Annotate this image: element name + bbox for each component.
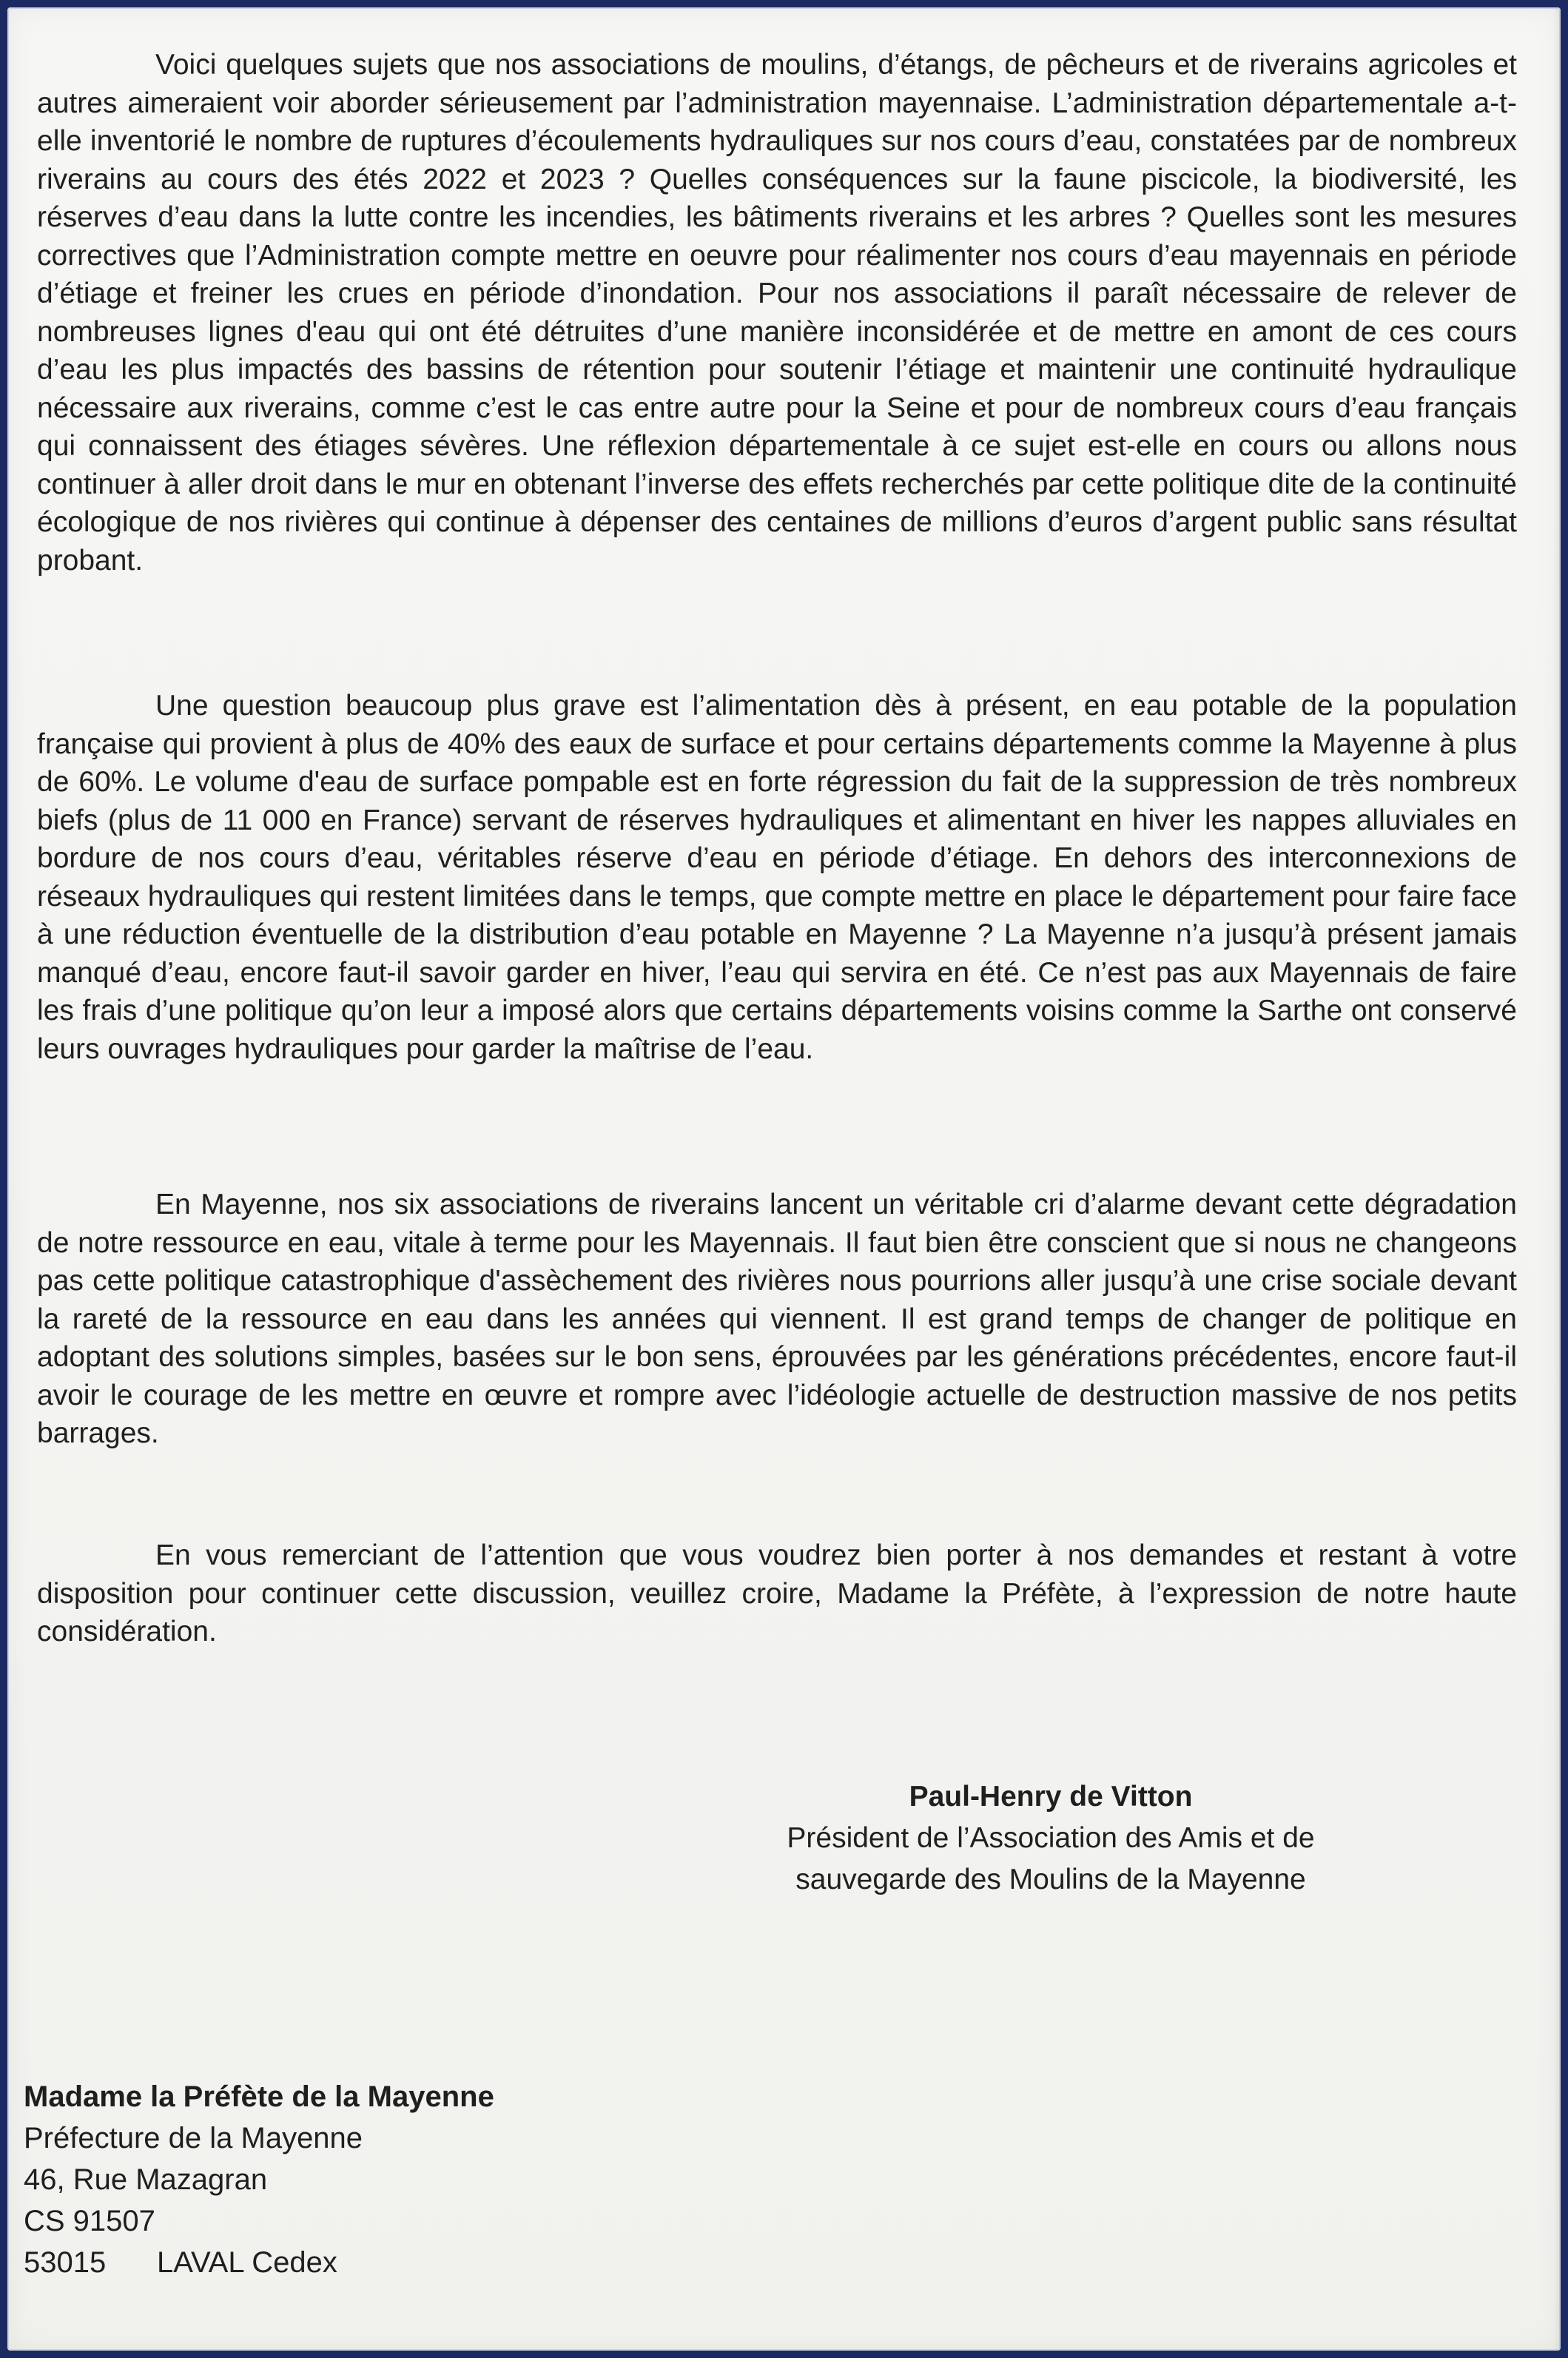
- addressee-postal-line: [24, 2242, 494, 2283]
- addressee-recipient: Madame la Préfète de la Mayenne: [24, 2080, 494, 2113]
- letter-paragraph-2: [37, 687, 1517, 1068]
- paragraph-text: Voici quelques sujets que nos associations de moulins, d’étangs, de pêcheurs et de riverains agricoles et autres aimeraient voir aborder sérieusement par l’administration mayennaise. L’administration départementale a-t-elle inventorié le nombre de ruptures d’écoulements hydrauliques sur nos cours d’eau, constatées par de nombreux riverains au cours des étés 2022 et 2023 ? Quelles conséquences sur la faune piscicole, la biodiversité, les réserves d’eau dans la lutte contre les incendies, les bâtiments riverains et les arbres ? Quelles sont les mesures correctives que l’Administration compte mettre en oeuvre pour réalimenter nos cours d’eau mayennais en période d’étiage et freiner les crues en période d’inondation. Pour nos associations il paraît nécessaire de relever de nombreuses lignes d'eau qui ont été détruites d’une manière inconsidérée et de mettre en amont de ces cours d’eau les plus impactés des bassins de rétention pour soutenir l’étiage et maintenir une continuité hydraulique nécessaire aux riverains, comme c’est le cas entre autre pour la Seine et pour de nombreux cours d’eau français qui connaissent des étiages sévères. Une réflexion départementale à ce sujet est-elle en cours ou allons nous continuer à aller droit dans le mur en obtenant l’inverse des effets recherchés par cette politique dite de la continuité écologique de nos rivières qui continue à dépenser des centaines de millions d’euros d’argent public sans résultat probant.: [37, 49, 1517, 577]
- signatory-title-line-2: sauvegarde des Moulins de la Mayenne: [795, 1864, 1306, 1895]
- addressee-line-1: Préfecture de la Mayenne: [24, 2122, 363, 2154]
- signatory-title-line-1: Président de l’Association des Amis et de: [787, 1822, 1315, 1854]
- addressee-block: [24, 2076, 494, 2283]
- paragraph-text: En Mayenne, nos six associations de riverains lancent un véritable cri d’alarme devant cette dégradation de notre ressource en eau, vitale à terme pour les Mayennais. Il faut bien être conscient que si nous ne changeons pas cette politique catastrophique d'assèchement des rivières nous pourrions aller jusqu’à une crise sociale devant la rareté de la ressource en eau dans les années qui viennent. Il est grand temps de changer de politique en adoptant des solutions simples, basées sur le bon sens, éprouvées par les générations précédentes, encore faut-il avoir le courage de les mettre en œuvre et rompre avec l’idéologie actuelle de destruction massive de nos petits barrages.: [37, 1189, 1517, 1449]
- letter-paragraph-3: [37, 1186, 1517, 1453]
- letter-paragraph-4: [37, 1536, 1517, 1651]
- signatory-name: Paul-Henry de Vitton: [909, 1781, 1193, 1813]
- postal-code: 53015: [24, 2246, 107, 2279]
- addressee-line-3: CS 91507: [24, 2205, 155, 2237]
- addressee-line-2: 46, Rue Mazagran: [24, 2163, 268, 2196]
- city: LAVAL Cedex: [157, 2246, 337, 2279]
- paragraph-text: En vous remerciant de l’attention que vous voudrez bien porter à nos demandes et restant à votre disposition pour continuer cette discussion, veuillez croire, Madame la Préfète, à l’expression de notre haute considération.: [37, 1539, 1517, 1647]
- signature-block: [681, 1776, 1421, 1901]
- paragraph-text: Une question beaucoup plus grave est l’alimentation dès à présent, en eau potable de la population française qui provient à plus de 40% des eaux de surface et pour certains départements comme la Mayenne à plus de 60%. Le volume d'eau de surface pompable est en forte régression du fait de la suppression de très nombreux biefs (plus de 11 000 en France) servant de réserves hydrauliques et alimentant en hiver les nappes alluviales en bordure de nos cours d’eau, véritables réserve d’eau en période d’étiage. En dehors des interconnexions de réseaux hydrauliques qui restent limitées dans le temps, que compte mettre en place le département pour faire face à une réduction éventuelle de la distribution d’eau potable en Mayenne ? La Mayenne n’a jusqu’à présent jamais manqué d’eau, encore faut-il savoir garder en hiver, l’eau qui servira en été. Ce n’est pas aux Mayennais de faire les frais d’une politique qu’on leur a imposé alors que certains départements voisins comme la Sarthe ont conservé leurs ouvrages hydrauliques pour garder la maîtrise de l’eau.: [37, 690, 1517, 1065]
- letter-page: [7, 7, 1561, 2351]
- letter-paragraph-1: [37, 46, 1517, 580]
